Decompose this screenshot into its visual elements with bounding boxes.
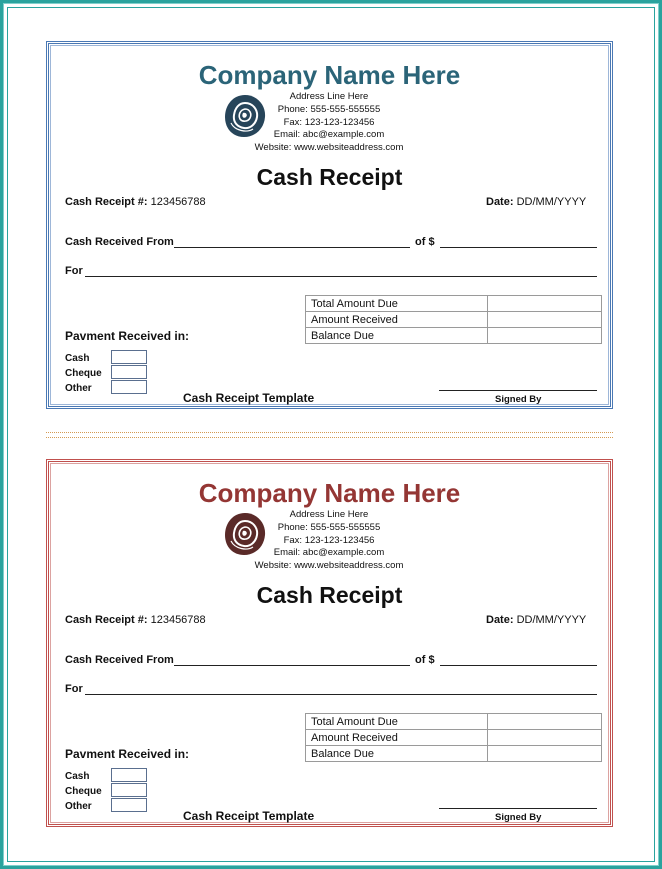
- received-from-field[interactable]: [174, 247, 410, 248]
- signed-by-label: Signed By: [495, 812, 542, 823]
- amount-received-label: Amount Received: [306, 730, 488, 746]
- of-dollar-label: of $: [415, 654, 435, 666]
- address-line: Address Line Here: [289, 91, 369, 102]
- balance-due-value[interactable]: [488, 328, 602, 344]
- method-cash-checkbox[interactable]: [111, 768, 147, 782]
- date-value: DD/MM/YYYY: [516, 614, 587, 626]
- receipt-number-value: 123456788: [150, 196, 206, 208]
- receipt-number-label: Cash Receipt #:: [65, 614, 148, 626]
- website-line: Website: www.websiteaddress.com: [254, 142, 404, 154]
- received-from-field[interactable]: [174, 665, 410, 666]
- table-row: [306, 296, 602, 312]
- table-row: [306, 312, 602, 328]
- amount-received-label: Amount Received: [306, 312, 488, 328]
- method-other-checkbox[interactable]: [111, 798, 147, 812]
- email-line: Email: abc@example.com: [273, 547, 385, 559]
- company-name: Company Name Here: [198, 60, 461, 90]
- date-label: Date:: [486, 614, 514, 626]
- amount-table: [305, 713, 602, 762]
- signature-field[interactable]: [439, 808, 597, 809]
- template-caption: Cash Receipt Template: [183, 809, 315, 823]
- method-cheque-checkbox[interactable]: [111, 365, 147, 379]
- for-field[interactable]: [85, 694, 597, 695]
- method-cash-label: Cash: [65, 771, 90, 782]
- for-label: For: [65, 265, 83, 277]
- receipt-number: [65, 614, 206, 626]
- date-value: DD/MM/YYYY: [516, 196, 587, 208]
- method-other-checkbox[interactable]: [111, 380, 147, 394]
- fax-line: Fax: 123-123-123456: [283, 116, 375, 128]
- balance-due-value[interactable]: [488, 746, 602, 762]
- table-row: [306, 730, 602, 746]
- table-row: [306, 328, 602, 344]
- receipt-number: [65, 196, 206, 208]
- company-address: [239, 509, 419, 573]
- of-dollar-label: of $: [415, 236, 435, 248]
- template-caption: Cash Receipt Template: [183, 391, 315, 405]
- method-cheque-label: Cheque: [65, 786, 102, 797]
- payment-label: Pavment Received in:: [65, 329, 190, 343]
- company-name: Company Name Here: [198, 478, 461, 508]
- method-other-label: Other: [65, 383, 92, 394]
- method-cash-checkbox[interactable]: [111, 350, 147, 364]
- receipt-date: [486, 196, 586, 208]
- receipt-number-label: Cash Receipt #:: [65, 196, 148, 208]
- total-due-value[interactable]: [488, 296, 602, 312]
- phone-line: Phone: 555-555-555555: [277, 521, 381, 533]
- cut-line-divider: [46, 432, 613, 438]
- total-due-label: Total Amount Due: [306, 714, 488, 730]
- signature-field[interactable]: [439, 390, 597, 391]
- date-label: Date:: [486, 196, 514, 208]
- balance-due-label: Balance Due: [306, 746, 488, 762]
- receipt-title: Cash Receipt: [256, 582, 403, 608]
- website-line: Website: www.websiteaddress.com: [254, 560, 404, 572]
- method-cheque-checkbox[interactable]: [111, 783, 147, 797]
- table-row: [306, 746, 602, 762]
- receipt-number-value: 123456788: [150, 614, 206, 626]
- table-row: [306, 714, 602, 730]
- email-line: Email: abc@example.com: [273, 129, 385, 141]
- balance-due-label: Balance Due: [306, 328, 488, 344]
- address-line: Address Line Here: [289, 509, 369, 520]
- amount-received-value[interactable]: [488, 730, 602, 746]
- payment-label: Pavment Received in:: [65, 747, 190, 761]
- received-from-label: Cash Received From: [65, 654, 174, 666]
- phone-line: Phone: 555-555-555555: [277, 103, 381, 115]
- method-other-label: Other: [65, 801, 92, 812]
- method-cash-label: Cash: [65, 353, 90, 364]
- amount-table: [305, 295, 602, 344]
- amount-field[interactable]: [440, 665, 597, 666]
- method-cheque-label: Cheque: [65, 368, 102, 379]
- receipt-red: [46, 459, 613, 827]
- for-label: For: [65, 683, 83, 695]
- received-from-label: Cash Received From: [65, 236, 174, 248]
- receipt-blue: [46, 41, 613, 409]
- for-field[interactable]: [85, 276, 597, 277]
- amount-field[interactable]: [440, 247, 597, 248]
- receipt-title: Cash Receipt: [256, 164, 403, 190]
- receipt-date: [486, 614, 586, 626]
- total-due-label: Total Amount Due: [306, 296, 488, 312]
- amount-received-value[interactable]: [488, 312, 602, 328]
- total-due-value[interactable]: [488, 714, 602, 730]
- company-address: [239, 91, 419, 155]
- signed-by-label: Signed By: [495, 394, 542, 405]
- fax-line: Fax: 123-123-123456: [283, 534, 375, 546]
